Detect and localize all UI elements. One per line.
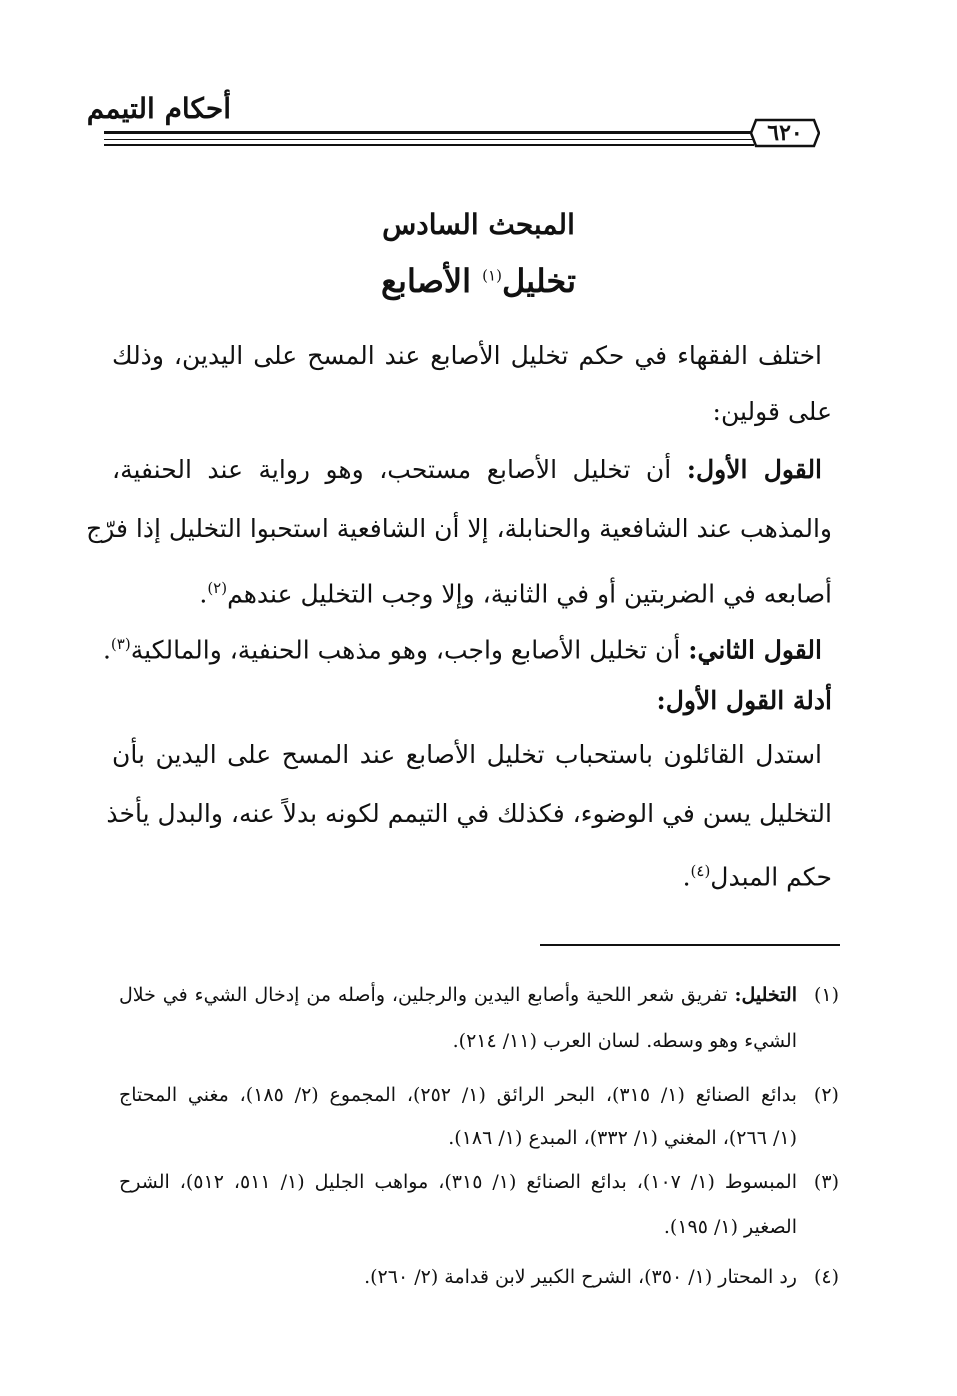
section-title xyxy=(0,262,957,300)
section-title-part1: تخليل xyxy=(501,262,576,300)
footnote-ref: (٤) xyxy=(690,862,711,880)
footnote-line xyxy=(119,1080,839,1110)
footnote-term: التخليل: xyxy=(734,984,797,1006)
body-line xyxy=(112,570,832,612)
footnote-ref: (٣) xyxy=(110,635,131,653)
section-label: المبحث السادس xyxy=(382,208,575,241)
body-line: والمذهب عند الشافعية والحنابلة، إلا أن الشافعية استحبوا التخليل إذا فرّج xyxy=(86,514,832,543)
footnote-line: الشيء وهو وسطه. لسان العرب (١١/ ٢١٤). xyxy=(452,1030,797,1052)
evidence-text: حكم المبدل xyxy=(710,862,832,892)
footnote-number: (٤) xyxy=(813,1266,839,1288)
footnote-ref: (١) xyxy=(482,266,502,285)
footnote-number: (٢) xyxy=(813,1084,839,1106)
opinion-text: أن تخليل الأصابع واجب، وهو مذهب الحنفية، والمالكية xyxy=(130,635,681,665)
body-line xyxy=(102,626,822,668)
evidence-heading: أدلة القول الأول: xyxy=(656,686,832,715)
footnote-number: (١) xyxy=(813,984,839,1006)
opinion-text: أن تخليل الأصابع مستحب، وهو رواية عند الحنفية، xyxy=(112,455,672,484)
running-title: أحكام التيمم xyxy=(86,92,231,125)
footnote-line xyxy=(119,1167,839,1197)
body-line: اختلف الفقهاء في حكم تخليل الأصابع عند المسح على اليدين، وذلك xyxy=(112,341,822,370)
footnote-line: الصغير (١/ ١٩٥). xyxy=(663,1216,797,1238)
footnote-line xyxy=(119,980,839,1010)
footnote-separator xyxy=(540,944,840,946)
body-line: استدل القائلون باستحباب تخليل الأصابع عند المسح على اليدين بأن xyxy=(112,740,822,769)
header-rule xyxy=(104,139,754,140)
footnote-number: (٣) xyxy=(813,1171,839,1193)
page-number: ٦٢٠ xyxy=(767,120,803,146)
body-line: التخليل يسن في الوضوء، فكذلك في التيمم لكونه بدلاً عنه، والبدل يأخذ xyxy=(106,799,832,828)
opinion-label: القول الأول: xyxy=(686,455,823,484)
page-number-frame xyxy=(750,118,820,148)
footnote-ref: (٢) xyxy=(207,579,228,597)
footnote-line xyxy=(119,1262,839,1292)
header-rule xyxy=(104,131,754,134)
period: . xyxy=(102,635,111,665)
opinion-label: القول الثاني: xyxy=(688,635,822,665)
body-line xyxy=(112,452,822,488)
section-title-part2: الأصابع xyxy=(381,262,472,300)
footnote-text: تفريق شعر اللحية وأصابع اليدين والرجلين، وأصله من إدخال الشيء في خلال xyxy=(119,984,728,1006)
footnote-text: رد المحتار (١/ ٣٥٠)، الشرح الكبير لابن قدامة (٢/ ٢٦٠). xyxy=(364,1266,797,1288)
body-line xyxy=(112,853,832,895)
period: . xyxy=(199,579,208,609)
body-line: على قولين: xyxy=(712,397,832,426)
footnote-line: (١/ ٢٦٦)، المغني (١/ ٣٣٢)، المبدع (١/ ١٨٦). xyxy=(448,1127,797,1149)
footnote-text: المبسوط (١/ ١٠٧)، بدائع الصنائع (١/ ٣١٥)، مواهب الجليل (١/ ٥١١، ٥١٢)، الشرح xyxy=(119,1171,797,1193)
period: . xyxy=(682,862,691,892)
header-rule xyxy=(104,144,754,146)
opinion-text: أصابعه في الضربتين أو في الثانية، وإلا وجب التخليل عندهم xyxy=(227,579,832,609)
footnote-text: بدائع الصنائع (١/ ٣١٥)، البحر الرائق (١/ ٢٥٢)، المجموع (٢/ ١٨٥)، مغني المحتاج xyxy=(119,1084,797,1106)
